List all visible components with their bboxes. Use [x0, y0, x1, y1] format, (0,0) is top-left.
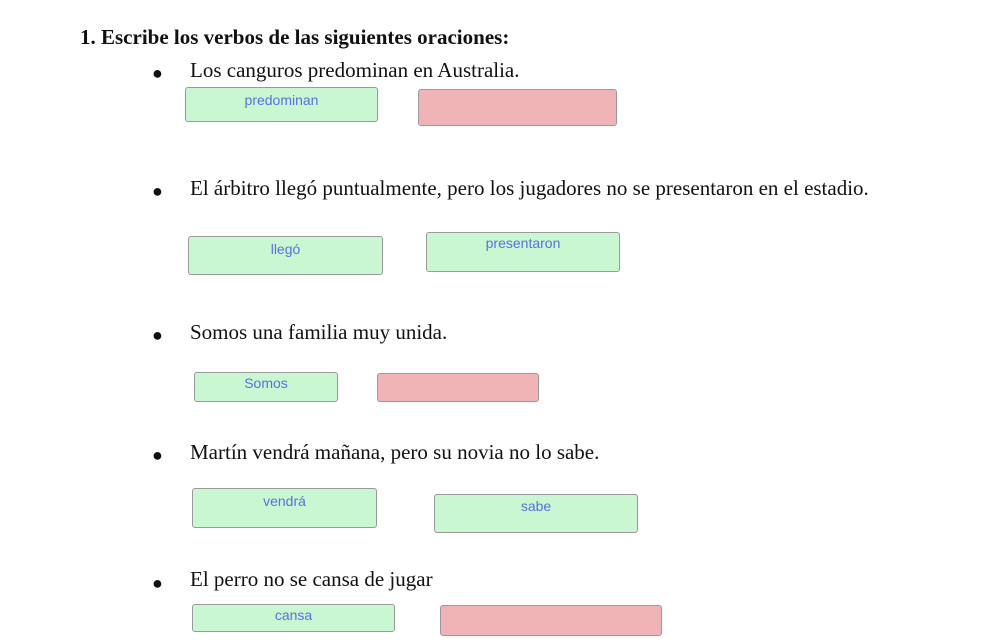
bullet-icon: ●	[152, 325, 163, 345]
bullet-icon: ●	[152, 445, 163, 465]
answer-box-2a[interactable]: llegó	[188, 236, 383, 275]
bullet-icon: ●	[152, 181, 163, 201]
sentence-2: El árbitro llegó puntualmente, pero los jugadores no se presentaron en el estadio.	[190, 176, 869, 200]
answer-box-3b[interactable]	[377, 373, 539, 402]
sentence-5: El perro no se cansa de jugar	[190, 567, 433, 591]
sentence-4: Martín vendrá mañana, pero su novia no lo sabe.	[190, 440, 600, 464]
answer-box-1a[interactable]: predominan	[185, 87, 378, 122]
answer-box-5b[interactable]	[440, 605, 662, 636]
sentence-3: Somos una familia muy unida.	[190, 320, 448, 344]
answer-box-4a[interactable]: vendrá	[192, 488, 377, 528]
answer-box-5a[interactable]: cansa	[192, 604, 395, 632]
exercise-heading: 1. Escribe los verbos de las siguientes oraciones:	[80, 25, 510, 49]
bullet-icon: ●	[152, 573, 163, 593]
answer-box-2b[interactable]: presentaron	[426, 232, 620, 272]
answer-box-4b[interactable]: sabe	[434, 494, 638, 533]
answer-box-3a[interactable]: Somos	[194, 372, 338, 402]
bullet-icon: ●	[152, 63, 163, 83]
sentence-1: Los canguros predominan en Australia.	[190, 58, 520, 82]
answer-box-1b[interactable]	[418, 89, 617, 126]
